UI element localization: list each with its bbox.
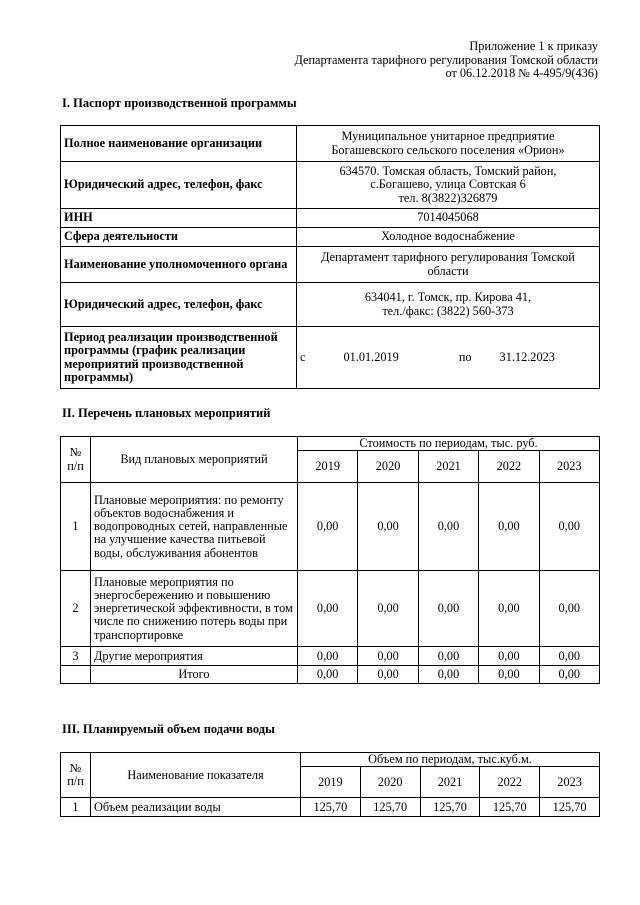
period-row [61,327,600,389]
total-value: 0,00 [539,666,599,684]
row-value [297,247,600,283]
value-line: с.Богашево, улица Совтская 6 [370,177,526,192]
table-row [61,571,600,647]
period-from-label: с [300,349,306,364]
row-name: Объем реализации воды [91,798,301,817]
period-to-label: по [458,349,472,364]
row-label: ИНН [61,209,297,228]
value-line: области [427,263,469,278]
row-label: Сфера деятельности [61,228,297,247]
value-line: Холодное водоснабжение [381,229,515,244]
row-value: 0,00 [298,483,358,571]
col-header-number: № п/п [61,437,91,483]
row-value: 0,00 [479,571,539,647]
header-line: Департамента тарифного регулирования Томской области [294,52,598,67]
row-label: Юридический адрес, телефон, факс [61,162,297,209]
period-from: 01.01.2019 [343,349,399,364]
row-label: Полное наименование организации [61,126,297,162]
period-to: 31.12.2023 [499,349,555,364]
col-header-periods: Объем по периодам, тыс.куб.м. [301,753,600,767]
total-label: Итого [91,666,298,684]
row-value: 0,00 [418,483,478,571]
header-line: Приложение 1 к приказу [469,39,598,53]
row-number [61,666,91,684]
col-header-number: № п/п [61,753,91,798]
row-value: 125,70 [540,798,600,817]
row-value: 0,00 [358,571,418,647]
year-header: 2022 [480,767,540,798]
row-value: 125,70 [360,798,420,817]
row-value [297,162,600,209]
row-value: 125,70 [420,798,480,817]
table-row [61,162,600,209]
row-value: 0,00 [418,647,478,666]
value-line: 7014045068 [417,210,479,225]
table-row [61,209,600,228]
total-value: 0,00 [479,666,539,684]
row-value: 0,00 [418,571,478,647]
row-number: 1 [61,483,91,571]
passport-table [60,125,600,389]
header-line: от 06.12.2018 № 4-495/9(436) [445,66,598,80]
row-value: 0,00 [358,483,418,571]
row-value: 0,00 [479,647,539,666]
value-line: 634041, г. Томск, пр. Кирова 41, [364,290,532,305]
value-line: Департамент тарифного регулирования Томской [321,250,575,265]
value-line: тел./факс: (3822) 560-373 [382,303,514,318]
order-header [294,40,598,81]
value-line: Богашевского сельского поселения «Орион» [331,142,565,157]
header-row [61,437,600,451]
row-value [297,126,600,162]
section-title: II. Перечень плановых мероприятий [62,406,271,420]
value-line: 634570. Томская область, Томский район, [339,164,557,179]
row-name: Плановые мероприятия: по ремонту объектов водоснабжения и водопроводных сетей, направленные на улучшение качества питьевой воды, обслуживания абонентов [91,483,298,571]
row-label: Юридический адрес, телефон, факс [61,283,297,327]
row-value [297,209,600,228]
year-header: 2019 [301,767,361,798]
year-header: 2020 [358,451,418,483]
period-value [297,327,600,389]
row-value: 0,00 [298,571,358,647]
header-row [61,753,600,767]
year-header: 2021 [418,451,478,483]
value-line: Муниципальное унитарное предприятие [341,129,555,144]
total-row [61,666,600,684]
total-value: 0,00 [418,666,478,684]
section-title: III. Планируемый объем подачи воды [62,722,275,736]
year-header: 2019 [298,451,358,483]
total-value: 0,00 [358,666,418,684]
year-header: 2020 [360,767,420,798]
activities-table [60,436,600,684]
table-row [61,126,600,162]
total-value: 0,00 [298,666,358,684]
value-line: тел. 8(3822)326879 [398,190,498,205]
row-value: 125,70 [480,798,540,817]
row-value: 0,00 [298,647,358,666]
row-value: 125,70 [301,798,361,817]
table-row [61,283,600,327]
row-value: 0,00 [479,483,539,571]
table-row [61,228,600,247]
row-value [297,283,600,327]
col-header-name: Вид плановых мероприятий [91,437,298,483]
row-number: 3 [61,647,91,666]
col-header-name: Наименование показателя [91,753,301,798]
water-volume-table [60,752,600,817]
row-value [297,228,600,247]
row-value: 0,00 [539,647,599,666]
row-value: 0,00 [358,647,418,666]
col-header-periods: Стоимость по периодам, тыс. руб. [298,437,600,451]
row-number: 2 [61,571,91,647]
table-row [61,647,600,666]
table-row [61,798,600,817]
row-label: Период реализации производственной программы (график реализации мероприятий производственной программы) [61,327,297,389]
row-name: Другие мероприятия [91,647,298,666]
year-header: 2021 [420,767,480,798]
row-name: Плановые мероприятия по энергосбережению и повышению энергетической эффективности, в том числе по снижению потерь воды при транспортировке [91,571,298,647]
table-row [61,483,600,571]
table-row [61,247,600,283]
row-value: 0,00 [539,571,599,647]
row-number: 1 [61,798,91,817]
year-header: 2022 [479,451,539,483]
row-label: Наименование уполномоченного органа [61,247,297,283]
year-header: 2023 [539,451,599,483]
year-header: 2023 [540,767,600,798]
row-value: 0,00 [539,483,599,571]
section-title: I. Паспорт производственной программы [62,96,297,110]
